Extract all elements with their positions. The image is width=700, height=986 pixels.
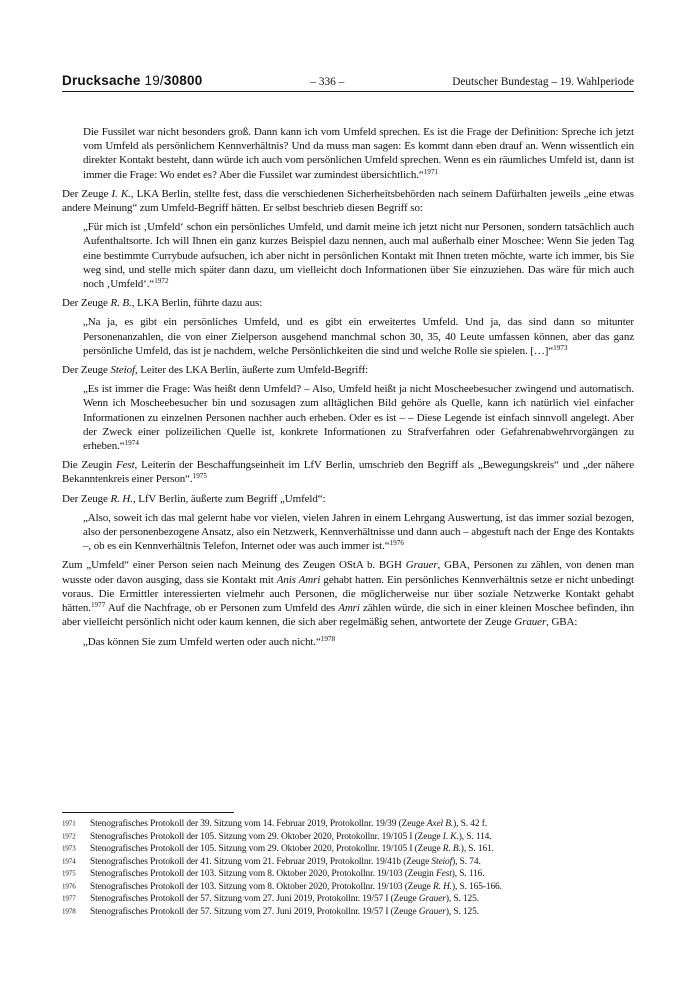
doc-number-value: 30800 — [163, 73, 203, 88]
text-run: ), S. 125. — [445, 906, 479, 917]
text-run: , LKA Berlin, führte dazu aus: — [131, 297, 263, 310]
footnote-text — [90, 893, 634, 906]
text-run: , LKA Berlin, stellte fest, dass die verschiedenen Sicherheitsbehörden nach seinem Dafürhalten jeweils „eine etwas andere Meinung“ zum Umfeld-Begriff hätten. Er selbst beschrieb diesen Begriff so: — [62, 187, 634, 215]
text-run: „Für mich ist ‚Umfeld‘ schon ein persönliches Umfeld, und damit meine ich jetzt nicht nur Personen, sondern tatsächlich auch Aufenthaltsorte. Ich will Ihnen ein ganz kurzes Beispiel dazu nennen, auch mal außerhalb einer Moschee: Wenn Sie jeden Tag eine bestimmte Currybude aufsuchen, ich aber nicht in persönlichen Kontakt mit Ihnen treten möchte, warte ich immer, bis Sie weg sind, und stelle mich später dann dazu, um vielleicht doch Informationen über Sie einzuziehen. Das wäre für mich auch noch ‚Umfeld‘.“ — [83, 221, 634, 291]
doc-label: Drucksache — [62, 73, 141, 88]
footnote-ref: 1978 — [320, 634, 336, 643]
parliament-period-label: Deutscher Bundestag – 19. Wahlperiode — [452, 76, 634, 88]
footnote-text — [90, 856, 634, 869]
footnote — [62, 906, 634, 919]
text-run: ), S. 116. — [451, 869, 485, 880]
text-run: Die Fussilet war nicht besonders groß. Dann kann ich vom Umfeld sprechen. Es ist die Frage der Definition: Spreche ich jetzt vom Umfeld als persönlichem Kennverhältnis? Und da muss man sagen: Es kommt dann eben drauf an. Wenn wissentlich ein direkter Kontakt besteht, dann würde ich auch vom persönlichen Umfeld sprechen. Wenn es ein räumliches Umfeld ist, dann ist immer die Frage: Wo endet es? Aber die Fussilet war zumindest übersichtlich.“ — [83, 126, 634, 181]
body-paragraph — [62, 492, 634, 506]
footnote-ref: 1973 — [553, 343, 568, 352]
text-run: Zum „Umfeld“ einer Person seien nach Meinung des Zeugen OStA b. BGH — [62, 559, 406, 572]
person-name: Grauer — [405, 559, 438, 572]
footnote — [62, 856, 634, 869]
text-run: ), S. 42 f. — [453, 819, 487, 829]
footnote-text — [90, 881, 634, 894]
text-run: Stenografisches Protokoll der 41. Sitzung vom 21. Februar 2019, Protokollnr. 19/41b (Zeuge — [90, 856, 432, 867]
quote-paragraph — [83, 220, 634, 291]
page-number: – 336 – — [310, 76, 345, 88]
text-run: ), S. 125. — [445, 894, 479, 905]
text-run: Stenografisches Protokoll der 57. Sitzung vom 27. Juni 2019, Protokollnr. 19/57 I (Zeuge — [90, 906, 419, 917]
quote-paragraph — [83, 125, 634, 182]
person-name: Fest — [435, 869, 452, 880]
footnote-number: 1971 — [62, 819, 76, 828]
text-run: ), S. 161. — [460, 844, 494, 855]
footnote-text — [90, 906, 634, 919]
text-run: ), S. 74. — [452, 856, 481, 867]
body-paragraph — [62, 363, 634, 377]
text-run: , GBA, Personen zu zählen, von denen man wusste oder davon ausging, dass sie Kontakt mit — [62, 559, 635, 586]
quote-paragraph — [83, 382, 634, 453]
footnote-separator — [62, 812, 234, 813]
footnote — [62, 843, 634, 856]
text-run: , LfV Berlin, äußerte zum Begriff „Umfeld“: — [132, 492, 326, 505]
text-run: Stenografisches Protokoll der 57. Sitzung vom 27. Juni 2019, Protokollnr. 19/57 I (Zeuge — [90, 894, 419, 905]
text-run: Stenografisches Protokoll der 103. Sitzung vom 8. Oktober 2020, Protokollnr. 19/103 (Zeugin — [90, 869, 436, 880]
footnote — [62, 818, 634, 831]
person-name: R. H. — [432, 881, 452, 892]
person-name: Anis Amri — [276, 573, 321, 586]
body-paragraph — [62, 296, 634, 310]
text-run: , Leiterin der Beschaffungseinheit im LfV Berlin, umschrieb den Begriff als „Bewegungskreis“ und „der nähere Bekanntenkreis einer Person“. — [62, 459, 634, 486]
footnote-ref: 1974 — [124, 439, 139, 448]
person-name: Amri — [338, 602, 360, 615]
text-run: ), S. 114. — [458, 831, 492, 842]
quote-paragraph — [83, 315, 634, 358]
footnote-list — [62, 818, 634, 918]
footnote-number: 1975 — [62, 869, 76, 878]
footnote — [62, 893, 634, 906]
page-header — [62, 73, 634, 92]
person-name: I. K. — [111, 187, 131, 200]
footnote-number: 1977 — [62, 894, 76, 903]
person-name: Axel B. — [426, 819, 454, 829]
person-name: Grauer — [514, 616, 547, 629]
text-run: Auf die Nachfrage, ob er Personen zum Umfeld des — [105, 602, 339, 615]
text-run: Stenografisches Protokoll der 105. Sitzung vom 29. Oktober 2020, Protokollnr. 19/105 I (Zeuge — [90, 831, 443, 842]
footnote-ref: 1976 — [389, 539, 404, 548]
person-name: Steiof — [431, 856, 453, 867]
footnote-ref: 1975 — [192, 472, 207, 481]
text-run: zählen würde, die sich in einer kleinen Moschee befinden, ihn aber vielleicht persönlich nicht oder kaum kennen, die sich aber regelmäßig sehen, antwortete der Zeuge — [62, 602, 634, 629]
document-body — [62, 125, 634, 654]
text-run: ), S. 165-166. — [451, 881, 502, 892]
text-run: „Es ist immer die Frage: Was heißt denn Umfeld? – Also, Umfeld heißt ja nicht Moscheebesucher zwingend und automatisch. Wenn ich Moscheebesucher bin und sozusagen zum alltäglichen Bild gehöre als Quelle, kann ich natürlich viel einfacher Informationen zu einzelnen Personen nachher auch erheben. Oder es ist – – Diese Legende ist einfach sinnvoll angelegt. Aber der Zweck einer polizeilichen Quelle ist, konkrete Informationen zu Strafverfahren oder Gefahrenabwehrvorgängen zu erheben.“ — [83, 383, 634, 453]
person-name: R. H. — [110, 492, 133, 505]
footnote-ref: 1977 — [90, 601, 106, 610]
footnote-text — [90, 843, 634, 856]
text-run: Der Zeuge — [62, 492, 111, 505]
footnote-text — [90, 868, 634, 881]
footnote-text — [90, 818, 634, 831]
footnote-number: 1976 — [62, 882, 76, 891]
person-name: Fest — [116, 459, 135, 472]
text-run: Stenografisches Protokoll der 103. Sitzung vom 8. Oktober 2020, Protokollnr. 19/103 (Zeuge — [90, 881, 433, 892]
body-paragraph — [62, 458, 634, 486]
text-run: Der Zeuge — [62, 297, 111, 310]
text-run: , GBA: — [546, 616, 578, 629]
text-run: Stenografisches Protokoll der 105. Sitzung vom 29. Oktober 2020, Protokollnr. 19/105 I (Zeuge — [90, 844, 443, 855]
text-run: Der Zeuge — [62, 364, 111, 377]
footnote-ref: 1972 — [154, 277, 169, 286]
quote-paragraph — [83, 511, 634, 554]
footnote-number: 1974 — [62, 857, 76, 866]
doc-number-prefix: 19/ — [144, 73, 164, 88]
person-name: Grauer — [418, 894, 446, 905]
text-run: Stenografisches Protokoll der 39. Sitzung vom 14. Februar 2019, Protokollnr. 19/39 (Zeuge — [90, 819, 427, 829]
footnote — [62, 831, 634, 844]
person-name: I. K. — [442, 831, 459, 842]
footnote-number: 1973 — [62, 844, 76, 853]
doc-number — [62, 73, 202, 88]
text-run: gehabt hatten. Ein persönliches Kennverhältnis setze er nicht unbedingt voraus. Die Ermittler interessierten vielmehr auch Personen, die möglicherweise nur über soziale Netzwerke Kontakt gehabt hätten. — [62, 573, 635, 615]
footnotes-section — [62, 812, 634, 918]
text-run: , Leiter des LKA Berlin, äußerte zum Umfeld-Begriff: — [134, 364, 369, 377]
footnote-ref: 1971 — [423, 167, 439, 176]
body-paragraph — [62, 187, 634, 215]
footnote — [62, 881, 634, 894]
quote-paragraph — [83, 635, 634, 649]
text-run: Der Zeuge — [62, 187, 112, 200]
footnote-number: 1978 — [62, 907, 76, 916]
text-run: „Also, soweit ich das mal gelernt habe vor vielen, vielen Jahren in einem Lehrgang Auswertung, ist das immer sozial bezogen, also der personenbezogene Ansatz, also ein Netzwerk, Kennverhältnisse und dann auch – abgestuft nach der Enge des Kontakts –, ob es ein Kennverhältnis Telefon, Internet oder was auch immer ist.“ — [83, 511, 634, 553]
text-run: Die Zeugin — [62, 459, 116, 472]
person-name: R. B. — [442, 844, 461, 855]
person-name: Grauer — [418, 906, 446, 917]
text-run: „Das können Sie zum Umfeld werten oder auch nicht.“ — [83, 635, 321, 648]
footnote — [62, 868, 634, 881]
person-name: R. B. — [110, 297, 132, 310]
body-paragraph — [62, 558, 634, 629]
text-run: „Na ja, es gibt ein persönliches Umfeld, und es gibt ein erweitertes Umfeld. Und ja, das sind dann so mitunter Personenanzahlen, die von einer Zielperson ausgehend manchmal schon 30, 35, 40 Leute umfassen können, aber das ganz persönliche Umfeld, das ist je nachdem, welche Persönlichkeiten die sind und welche Rolle sie spielen. […]“ — [83, 316, 634, 357]
footnote-text — [90, 831, 634, 844]
person-name: Steiof — [110, 364, 135, 377]
footnote-number: 1972 — [62, 832, 76, 841]
